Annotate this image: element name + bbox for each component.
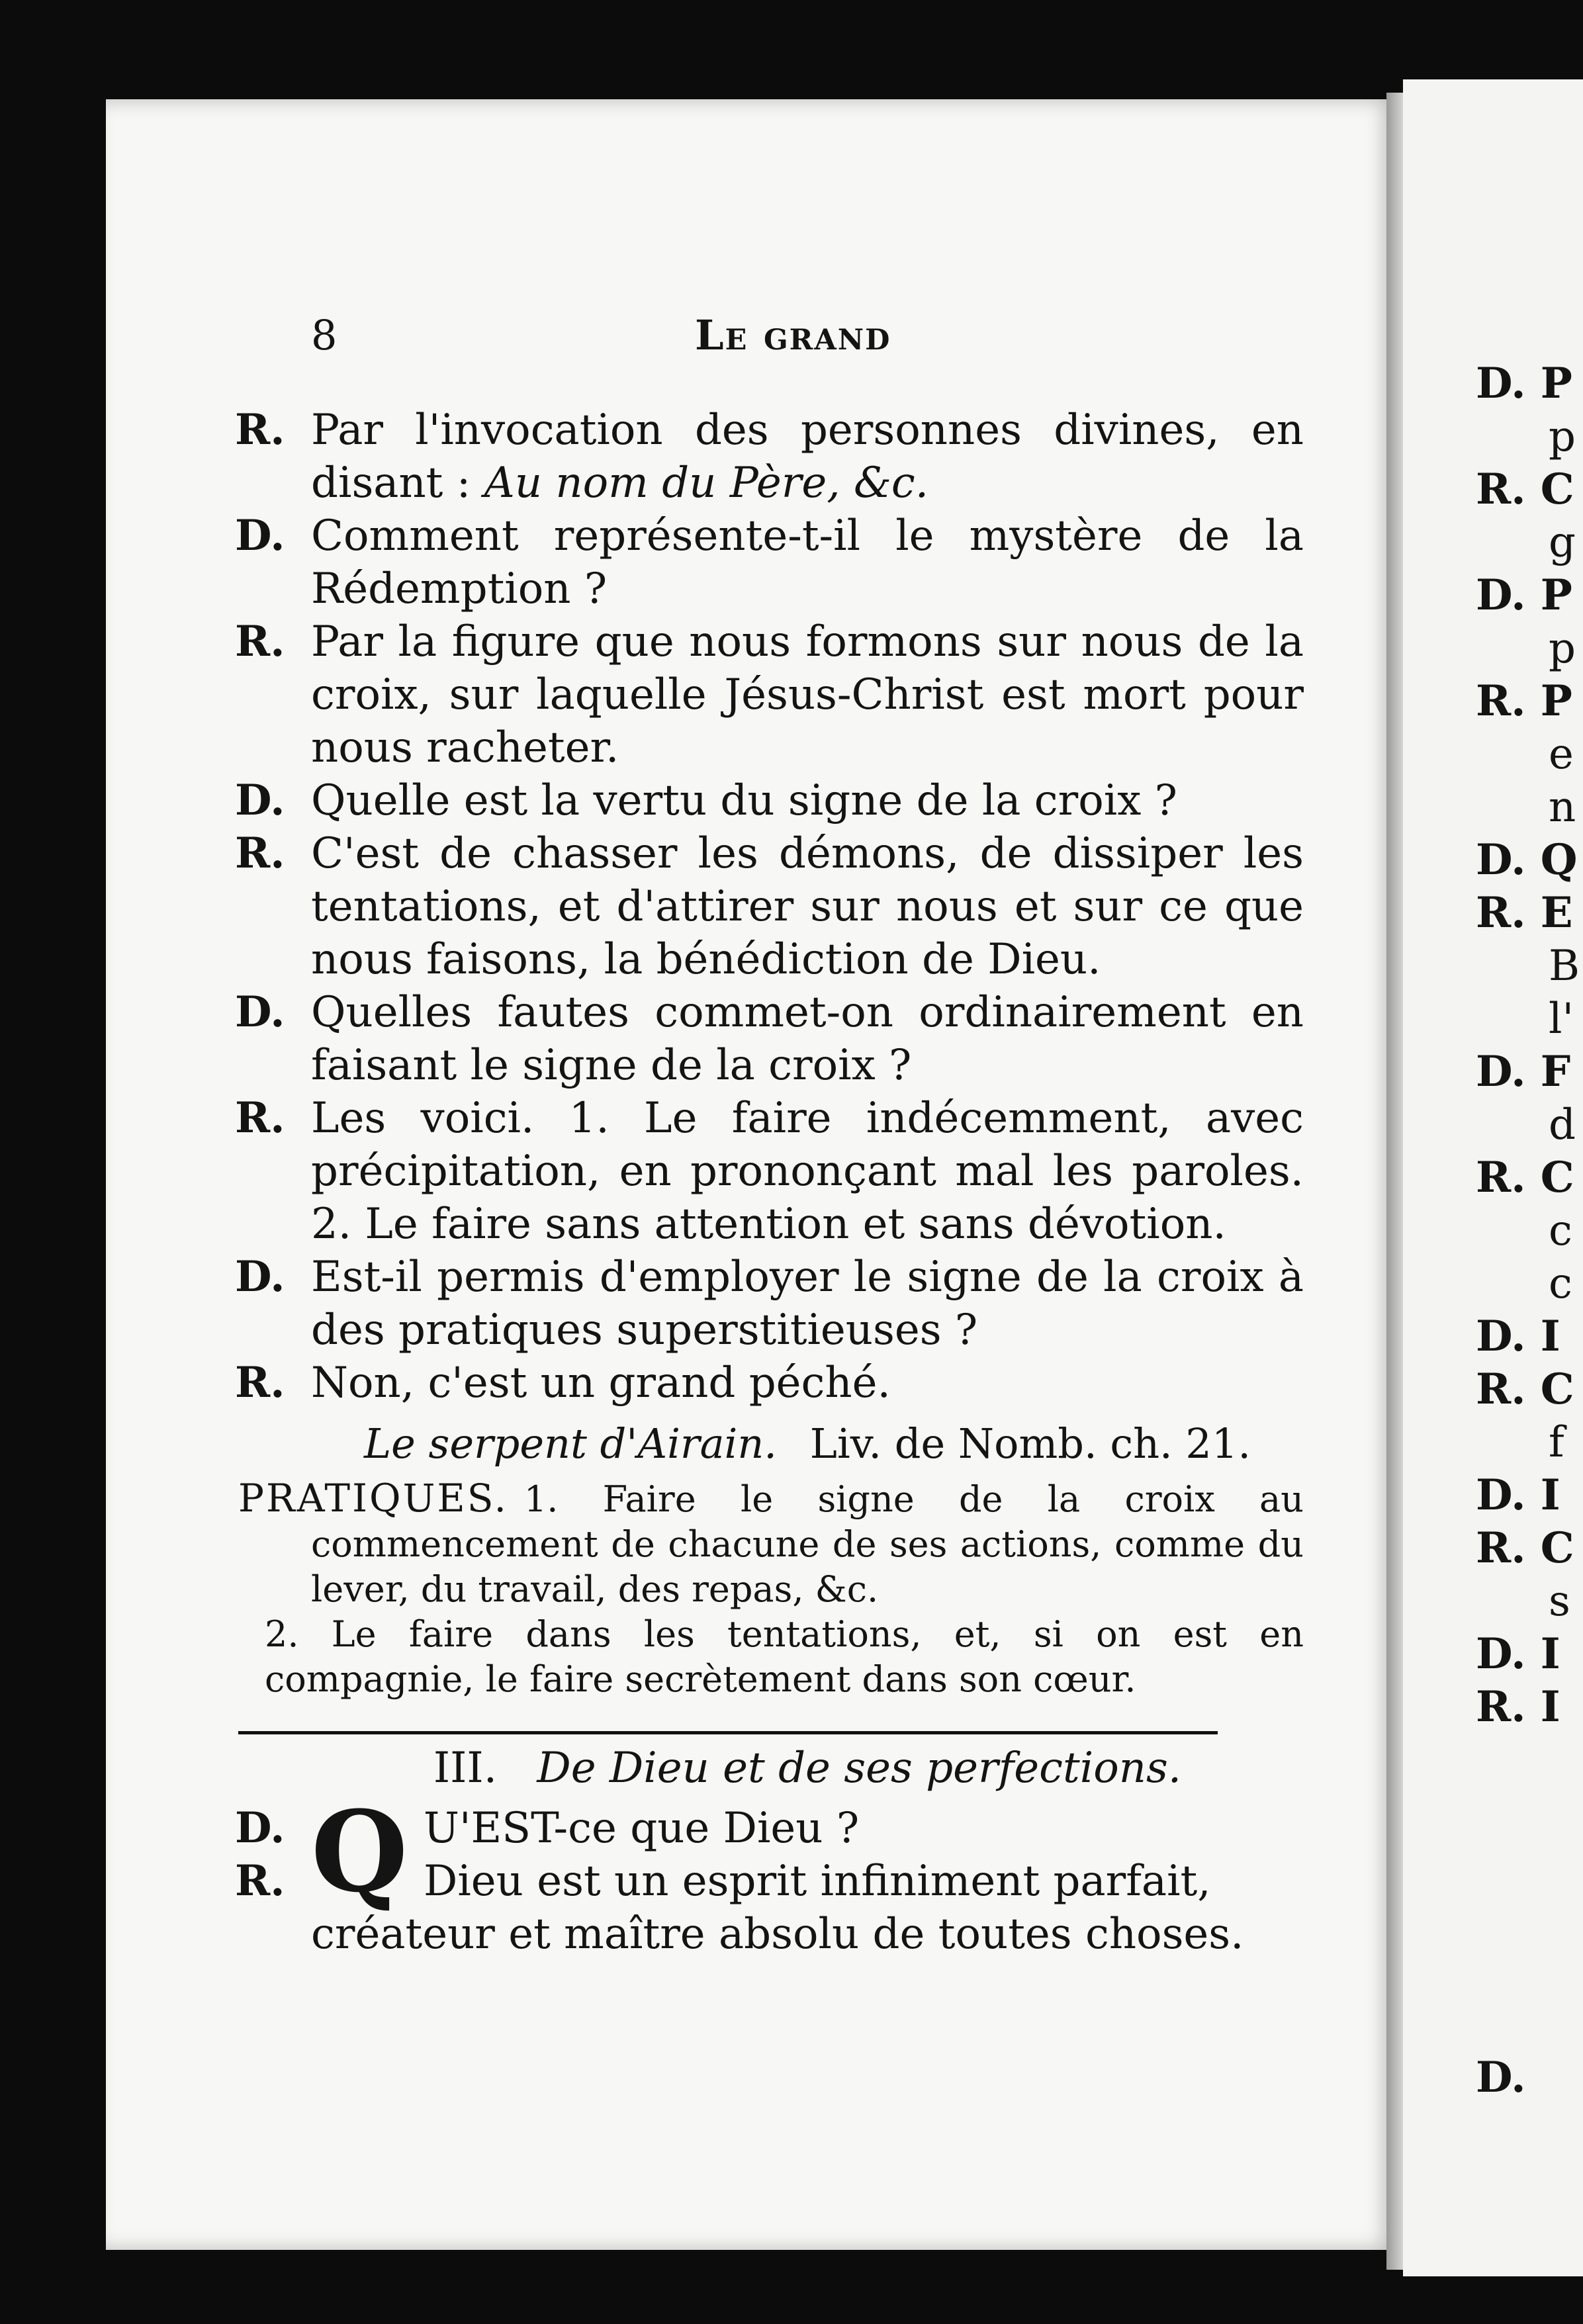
right-page-label: R.	[1476, 888, 1541, 938]
right-page-fragment: p	[1549, 412, 1576, 461]
right-page-fragment: p	[1549, 624, 1576, 673]
right-page-line	[1476, 1840, 1583, 1893]
right-page-fragments	[1476, 357, 1583, 2104]
right-page-line	[1476, 1734, 1583, 1787]
entry-label: D.	[235, 776, 285, 825]
entry-text-plain: Par l'invocation des personnes divines, en disant :	[311, 406, 1304, 508]
right-page-fragment: l'	[1549, 995, 1574, 1044]
right-page-fragment: I	[1540, 1682, 1560, 1732]
right-page-line	[1476, 1416, 1583, 1469]
right-page-line	[1476, 1681, 1583, 1734]
right-page-fragment: c	[1549, 1259, 1572, 1308]
right-page-line	[1476, 1628, 1583, 1681]
right-page-fragment: I	[1540, 1470, 1560, 1520]
right-page-line	[1476, 1257, 1583, 1310]
right-page-fragment: d	[1549, 1100, 1576, 1149]
right-page-fragment: C	[1540, 1153, 1574, 1202]
right-page-fragment: s	[1549, 1577, 1570, 1626]
page-number: 8	[311, 311, 338, 359]
right-page-line	[1476, 1998, 1583, 2051]
right-page-fragment: I	[1540, 1629, 1560, 1679]
entry-text-italic: Au nom du Père, &c.	[484, 459, 929, 508]
right-page-fragment	[1476, 1895, 1549, 1944]
right-page-label: R.	[1476, 465, 1541, 514]
right-page-line	[1476, 622, 1583, 675]
qa-entry	[235, 1251, 1304, 1357]
right-page-line	[1476, 675, 1583, 728]
right-page-label: R.	[1476, 1153, 1541, 1202]
right-page-label: R.	[1476, 676, 1541, 726]
qa-entry	[235, 1357, 1304, 1409]
right-page-fragment	[1476, 1789, 1549, 1838]
entry-label: R.	[235, 1093, 285, 1143]
entry-text	[311, 404, 1304, 510]
right-page-line	[1476, 463, 1583, 516]
entry-text: Est-il permis d'employer le signe de la croix à des pratiques superstitieuses ?	[311, 1253, 1304, 1355]
right-page-fragment	[1476, 2000, 1549, 2049]
entry-text: Les voici. 1. Le faire indécemment, avec précipitation, en prononçant mal les paroles. 2. Le faire sans attention et sans dévotion.	[311, 1094, 1304, 1249]
book-gutter	[1386, 93, 1405, 2270]
answer-continuation: créateur et maître absolu de toutes choses.	[311, 1910, 1244, 1959]
entry-label: R.	[235, 828, 285, 878]
drop-cap: Q	[311, 1786, 408, 1917]
right-page-fragment: e	[1549, 730, 1574, 779]
qa-entry	[235, 510, 1304, 615]
right-page-line	[1476, 1945, 1583, 1998]
right-page-fragment: n	[1549, 783, 1576, 832]
section-heading	[311, 1740, 1304, 1797]
qa-entry	[235, 986, 1304, 1092]
right-page-fragment: C	[1540, 1364, 1574, 1414]
entry-label: R.	[235, 405, 285, 455]
right-page-line	[1476, 1098, 1583, 1151]
entry-text: Comment représente-t-il le mystère de la Rédemption ?	[311, 512, 1304, 613]
right-page-label: D.	[1476, 1629, 1541, 1679]
pratiques-item-1-text: 1. Faire le signe de la croix au commencement de chacune de ses actions, comme du lever, du travail, des repas, &c.	[311, 1478, 1304, 1610]
entry-text: Quelle est la vertu du signe de la croix ?	[311, 776, 1177, 825]
opening-question	[235, 1786, 1304, 1961]
right-page-fragment: C	[1540, 465, 1574, 514]
right-page-fragment	[1476, 1947, 1549, 1996]
right-page-fragment: P	[1540, 359, 1572, 408]
figure-citation: Liv. de Nomb. ch. 21.	[809, 1419, 1251, 1468]
page-header	[199, 311, 1297, 371]
pratiques-item-2: 2. Le faire dans les tentations, et, si on est en compagnie, le faire secrètement dans son cœur.	[265, 1613, 1304, 1700]
right-page-line	[1476, 887, 1583, 940]
right-page-label: D.	[1476, 1047, 1541, 1096]
qa-entry	[235, 615, 1304, 774]
right-page-line	[1476, 1575, 1583, 1628]
right-page-fragment: E	[1540, 888, 1573, 938]
entry-text: U'EST-ce que Dieu ?	[424, 1804, 860, 1853]
right-page-fragment: P	[1540, 676, 1572, 726]
right-page-label: D.	[1476, 570, 1541, 620]
right-page-line	[1476, 569, 1583, 622]
entry-text: Par la figure que nous formons sur nous de la croix, sur laquelle Jésus-Christ est mort pour nous racheter.	[311, 617, 1304, 772]
right-page-line	[1476, 834, 1583, 887]
entry-label: D.	[235, 1803, 285, 1853]
right-page-line	[1476, 1787, 1583, 1840]
right-page-line	[1476, 1522, 1583, 1575]
right-page-line	[1476, 1893, 1583, 1945]
qa-entry	[235, 774, 1304, 827]
entry-label: D.	[235, 987, 285, 1037]
figure-reference	[311, 1416, 1304, 1472]
right-page-label: D.	[1476, 2053, 1526, 2102]
right-page-fragment: B	[1549, 942, 1580, 991]
entry-label: D.	[235, 1252, 285, 1302]
right-page-line	[1476, 1469, 1583, 1522]
right-page-fragment: f	[1549, 1418, 1564, 1467]
right-page-line	[1476, 1046, 1583, 1098]
right-page-line	[1476, 728, 1583, 781]
qa-entry	[235, 827, 1304, 986]
qa-entry	[235, 1855, 1304, 1908]
right-page-line	[1476, 516, 1583, 569]
entry-text: C'est de chasser les démons, de dissiper les tentations, et d'attirer sur nous et sur ce que nous faisons, la bénédiction de Dieu.	[311, 829, 1304, 984]
qa-entry	[235, 1802, 1304, 1855]
section-title: De Dieu et de ses perfections.	[537, 1744, 1182, 1793]
right-page-label: D.	[1476, 835, 1541, 885]
pratiques-item-1	[238, 1476, 1304, 1612]
right-page-fragment	[1476, 1736, 1549, 1785]
pratiques-block	[238, 1476, 1304, 1702]
right-page-fragment: c	[1549, 1206, 1572, 1255]
section-number: III.	[433, 1744, 498, 1793]
page-text	[235, 404, 1304, 1961]
right-page-line	[1476, 357, 1583, 410]
right-page-fragment: I	[1540, 1312, 1560, 1361]
entry-text: Quelles fautes commet-on ordinairement en faisant le signe de la croix ?	[311, 988, 1304, 1090]
right-page-line	[1476, 410, 1583, 463]
figure-title: Le serpent d'Airain.	[363, 1419, 777, 1468]
entry-label: D.	[235, 511, 285, 560]
entry-label: R.	[235, 1856, 285, 1906]
right-page-line	[1476, 1363, 1583, 1416]
right-page-line	[1476, 1204, 1583, 1257]
right-page-fragment: C	[1540, 1523, 1574, 1573]
qa-entry	[235, 404, 1304, 510]
right-page-line	[1476, 1310, 1583, 1363]
right-page-label: R.	[1476, 1364, 1541, 1414]
right-page-fragment	[1476, 1842, 1549, 1891]
right-page-line	[1476, 993, 1583, 1046]
right-page-label: D.	[1476, 359, 1541, 408]
entry-label: R.	[235, 617, 285, 666]
entry-text: Dieu est un esprit infiniment parfait,	[424, 1857, 1211, 1906]
right-page-label: R.	[1476, 1682, 1541, 1732]
right-page-fragment: F	[1540, 1047, 1571, 1096]
right-page-label: R.	[1476, 1523, 1541, 1573]
running-title: Le grand	[695, 311, 891, 359]
right-page-line	[1476, 1151, 1583, 1204]
qa-entry	[235, 1092, 1304, 1251]
right-page-fragment: Q	[1540, 835, 1578, 885]
right-page-label: D.	[1476, 1312, 1541, 1361]
right-page-fragment: g	[1549, 518, 1576, 567]
pratiques-heading: PRATIQUES.	[238, 1476, 508, 1521]
entry-text: Non, c'est un grand péché.	[311, 1359, 891, 1408]
right-page-line	[1476, 940, 1583, 993]
entry-label: R.	[235, 1358, 285, 1408]
right-page-label: D.	[1476, 1470, 1541, 1520]
right-page-fragment: P	[1540, 570, 1572, 620]
right-page-line	[1476, 781, 1583, 834]
section-divider	[238, 1731, 1218, 1734]
right-page-line	[1476, 2051, 1583, 2104]
